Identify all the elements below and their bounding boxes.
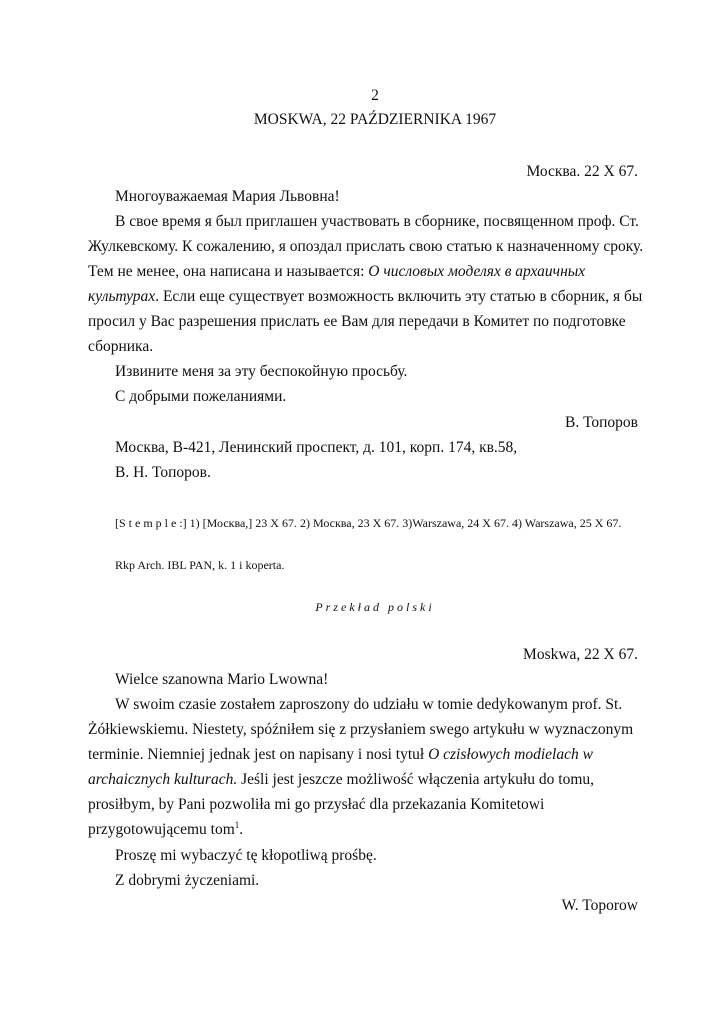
text-span: przygotowującemu tom [88,821,235,838]
page-number: 2 [371,87,379,104]
article-title: O czisłowych modielach w [428,746,593,763]
text-span: Jeśli jest jeszcze możliwość włączenia artykułu do tomu, [237,771,595,788]
text-span: terminie. Niemniej jednak jest on napisany i nosi tytuł [88,746,429,763]
paragraph-line [88,745,638,765]
paragraph-line: W swoim czasie zostałem zaproszony do udziału w tomie dedykowanym prof. St. [115,696,623,713]
letter-salutation: Wielce szanowna Mario Lwowna! [115,671,329,688]
letter-signature: В. Топоров [564,414,638,431]
article-title: О числовых моделях в архаичных [368,263,586,280]
paragraph-line [88,262,638,282]
stamps-note: [S t e m p l e :] 1) [Москва,] 23 X 67. 2) Москва, 23 X 67. 3)Warszawa, 24 X 67. 4) Warszawa, 25 X 67. [115,516,622,530]
letter-closing: Z dobrymi życzeniami. [115,872,260,889]
text-span: Тем не менее, она написана и называется: [88,263,369,280]
paragraph-line: Proszę mi wybaczyć tę kłopotliwą prośbę. [115,847,377,864]
paragraph-line: Жулкевскому. К сожалению, я опоздал прислать свою статью к назначенному сроку. [88,238,644,255]
paragraph-line: сборника. [88,338,154,355]
sender-address: Москва, В-421, Ленинский проспект, д. 101, корп. 174, кв.58, [115,439,518,456]
letter-signature: W. Toporow [561,897,638,914]
paragraph-line: prosiłbym, by Pani pozwoliła mi go przysłać dla przekazania Komitetowi [88,796,545,813]
letter-closing: С добрыми пожеланиями. [115,388,287,405]
translation-heading: Przekład polski [315,600,435,614]
paragraph-line [88,287,643,307]
paragraph-line: Извините меня за эту беспокойную просьбу. [115,363,408,380]
letter-salutation: Многоуважаемая Мария Львовна! [115,188,340,205]
archive-note: Rkp Arch. IBL PAN, k. 1 i koperta. [115,558,285,572]
paragraph-line: Żółkiewskiemu. Niestety, spóźniłem się z przysłaniem swego artykułu w wyznaczonym [88,721,634,738]
text-span: . Если еще существует возможность включить эту статью в сборник, я бы [155,288,643,305]
text-span: . [239,821,244,838]
footnote-marker[interactable]: 1 [234,820,240,830]
letter-date: Москва. 22 X 67. [526,163,638,180]
page-title: MOSKWA, 22 PAŹDZIERNIKA 1967 [253,111,497,128]
article-title: культурах [88,288,156,305]
sender-name: В. Н. Топоров. [115,464,211,481]
paragraph-line [88,820,638,840]
letter-date: Moskwa, 22 X 67. [523,646,638,663]
paragraph-line [88,770,638,790]
paragraph-line: В свое время я был приглашен участвовать в сборнике, посвященном проф. Ст. [115,213,639,230]
paragraph-line: просил у Вас разрешения прислать ее Вам для передачи в Комитет по подготовке [88,313,626,330]
article-title: archaicznych kulturach. [88,771,238,788]
